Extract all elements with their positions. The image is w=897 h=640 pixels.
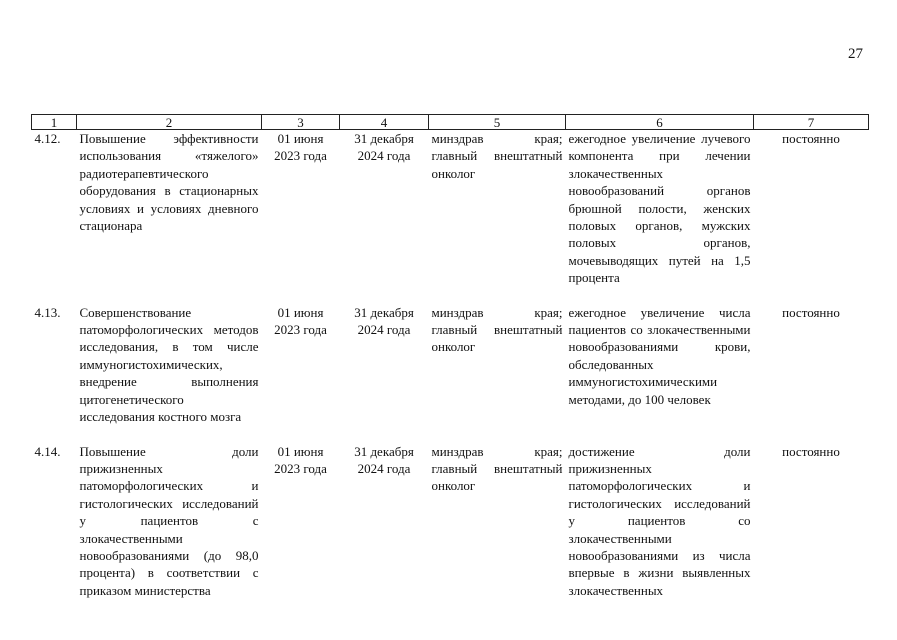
row-number: 4.12. [34,131,61,146]
periodicity: постоянно [782,304,840,320]
column-header-5: 5 [429,115,566,130]
periodicity-text: постоянно [782,443,840,459]
expected-result: ежегодное увеличение числа пациентов со злокачественными новообразованиями крови, обследованных иммуногистохимическими методами, до 100 человек [568,304,751,407]
expected-result [566,443,754,598]
page-number: 27 [848,46,863,62]
column-header-2: 2 [77,115,262,130]
start-date: 01 июня 2023 года [274,304,327,338]
column-header-1: 1 [32,115,77,130]
measure-description: Совершенствование патоморфологических методов исследования, в том числе иммуногистохимических, внедрение выполнения цитогенетического исследования костного мозга [79,304,259,425]
column-header-4: 4 [340,115,429,130]
end-date: 31 декабря 2024 года [354,131,414,164]
periodicity: постоянно [782,131,840,146]
column-header-6: 6 [566,115,754,130]
table-row [32,443,869,582]
expected-result: ежегодное увеличение лучевого компонента при лечении злокачественных новообразований органов брюшной полости, женских половых органов, мужских половых органов, мочевыводящих путей на 1,5 процента [568,131,751,286]
measure-description-text: Повышение доли прижизненных патоморфологических и гистологических исследований у пациентов с злокачественными новообразованиями (до 98,0 процента) в соответствии с приказом министерства [79,443,259,598]
column-header-7: 7 [754,115,869,130]
responsible [429,443,566,582]
start-date: 01 июня 2023 года [274,131,327,164]
expected-result-text: достижение доли прижизненных патоморфологических и гистологических исследований у пациентов со злокачественными новообразованиями из числа впервые в жизни выявленных злокачественных [568,443,751,598]
row-spacer [32,426,869,443]
measures-table [31,114,869,598]
column-number-row [32,115,869,130]
measure-description: Повышение эффективности использования «тяжелого» радиотерапевтического оборудования в стационарных условиях и условиях дневного стационара [79,131,259,234]
table-row [32,130,869,287]
row-number: 4.13. [34,304,61,320]
responsible: минздрав края; главный внештатный онколог [431,304,563,355]
row-number [32,443,77,582]
end-date: 31 декабря 2024 года [354,304,414,338]
start-date [262,443,340,582]
row-spacer [32,287,869,304]
responsible-text: минздрав края; главный внештатный онколог [431,443,563,494]
end-date-text: 31 декабря 2024 года [354,443,414,476]
periodicity [754,443,869,582]
responsible: минздрав края; главный внештатный онколог [431,131,563,181]
column-header-3: 3 [262,115,340,130]
end-date [340,443,429,582]
start-date-text: 01 июня 2023 года [274,443,327,476]
table-row [32,304,869,426]
row-number-text: 4.14. [34,443,61,459]
measure-description [77,443,262,598]
